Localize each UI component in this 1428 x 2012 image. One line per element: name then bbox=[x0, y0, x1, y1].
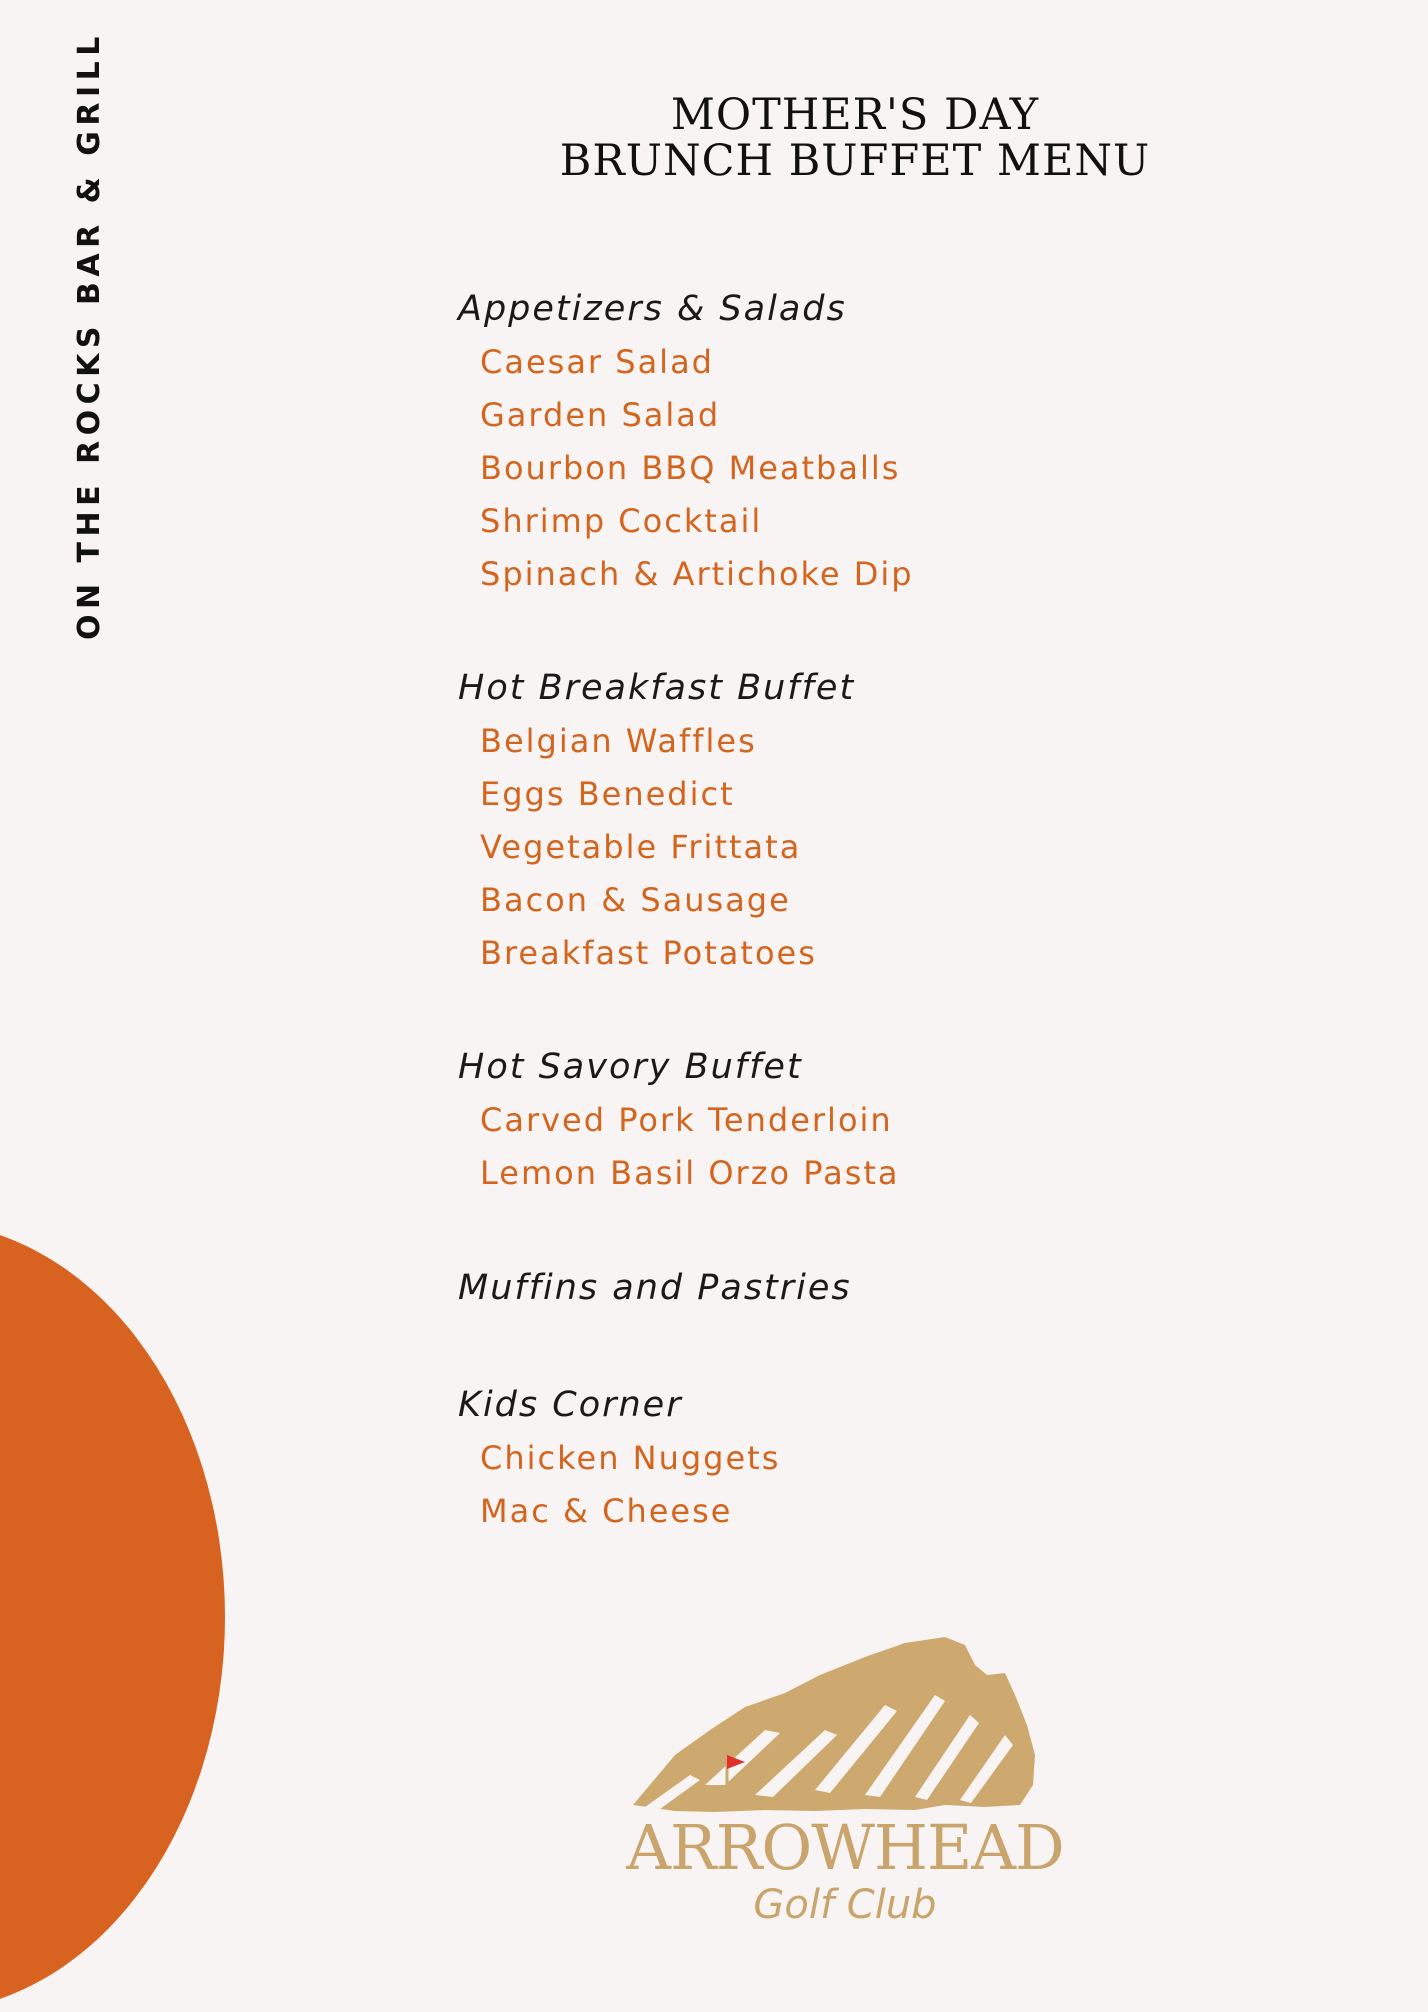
menu-list bbox=[458, 283, 1258, 1538]
section-title: Kids Corner bbox=[458, 1385, 683, 1425]
section-title: Muffins and Pastries bbox=[458, 1268, 852, 1308]
menu-section-kids bbox=[458, 1379, 1258, 1538]
section-spacer bbox=[458, 1315, 1258, 1379]
section-title: Hot Savory Buffet bbox=[458, 1047, 803, 1087]
menu-section-appetizers bbox=[458, 283, 1258, 601]
menu-item: Bourbon BBQ Meatballs bbox=[480, 449, 901, 487]
menu-title-line2: BRUNCH BUFFET MENU bbox=[559, 136, 1151, 186]
restaurant-name-vertical: ON THE ROCKS BAR & GRILL bbox=[72, 31, 107, 640]
arrowhead-golf-club-logo bbox=[615, 1635, 1075, 1935]
menu-item: Carved Pork Tenderloin bbox=[480, 1101, 893, 1139]
menu-title bbox=[520, 92, 1190, 184]
menu-title-line1: MOTHER'S DAY bbox=[670, 90, 1040, 140]
menu-item: Spinach & Artichoke Dip bbox=[480, 555, 914, 593]
menu-item: Mac & Cheese bbox=[480, 1492, 733, 1530]
menu-item: Bacon & Sausage bbox=[480, 881, 791, 919]
menu-item: Chicken Nuggets bbox=[480, 1439, 781, 1477]
section-title: Appetizers & Salads bbox=[458, 289, 847, 329]
menu-item: Shrimp Cocktail bbox=[480, 502, 763, 540]
section-spacer bbox=[458, 1200, 1258, 1262]
menu-item: Garden Salad bbox=[480, 396, 721, 434]
menu-item: Breakfast Potatoes bbox=[480, 934, 817, 972]
logo-name: ARROWHEAD bbox=[626, 1811, 1064, 1884]
section-spacer bbox=[458, 601, 1258, 662]
logo-subtitle: Golf Club bbox=[753, 1882, 937, 1928]
section-title: Hot Breakfast Buffet bbox=[458, 668, 856, 708]
menu-item: Belgian Waffles bbox=[480, 722, 757, 760]
section-spacer bbox=[458, 980, 1258, 1041]
decorative-orange-circle bbox=[0, 1222, 225, 2012]
menu-section-muffins bbox=[458, 1262, 1258, 1315]
menu-section-hot-savory bbox=[458, 1041, 1258, 1200]
menu-item: Caesar Salad bbox=[480, 343, 714, 381]
menu-section-hot-breakfast bbox=[458, 662, 1258, 980]
menu-item: Eggs Benedict bbox=[480, 775, 735, 813]
menu-item: Vegetable Frittata bbox=[480, 828, 802, 866]
menu-item: Lemon Basil Orzo Pasta bbox=[480, 1154, 900, 1192]
mountain-icon bbox=[615, 1635, 1075, 1825]
